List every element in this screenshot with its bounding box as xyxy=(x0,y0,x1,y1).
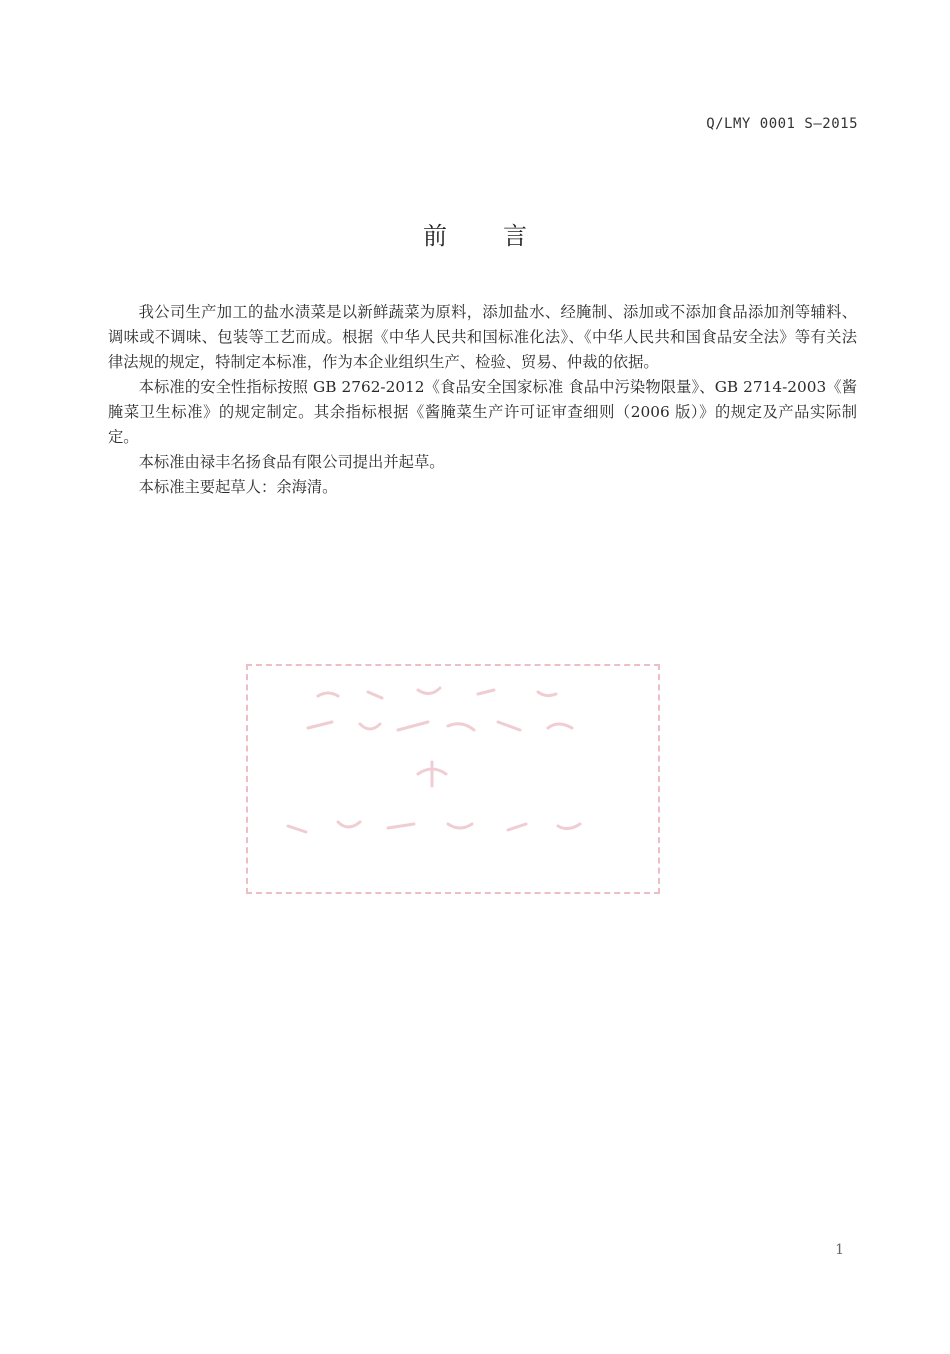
document-code: Q/LMY 0001 S—2015 xyxy=(706,116,858,132)
foreword-body xyxy=(108,300,857,500)
paragraph-2: 本标准的安全性指标按照 GB 2762-2012《食品安全国家标准 食品中污染物限量》、GB 2714-2003《酱腌菜卫生标准》的规定制定。其余指标根据《酱腌菜生产许可证审查细则（2006 版）》的规定及产品实际制定。 xyxy=(108,378,857,446)
faded-stamp xyxy=(246,664,660,894)
stamp-marks xyxy=(248,666,658,892)
page-number: 1 xyxy=(835,1242,844,1258)
page-title: 前言 xyxy=(423,222,583,250)
paragraph-4: 本标准主要起草人：余海清。 xyxy=(138,478,338,496)
paragraph-3: 本标准由禄丰名扬食品有限公司提出并起草。 xyxy=(138,453,445,471)
paragraph-1: 我公司生产加工的盐水渍菜是以新鲜蔬菜为原料，添加盐水、经腌制、添加或不添加食品添加剂等辅料、调味或不调味、包装等工艺而成。根据《中华人民共和国标准化法》、《中华人民共和国食品安全法》等有关法律法规的规定，特制定本标准，作为本企业组织生产、检验、贸易、仲裁的依据。 xyxy=(108,303,857,371)
